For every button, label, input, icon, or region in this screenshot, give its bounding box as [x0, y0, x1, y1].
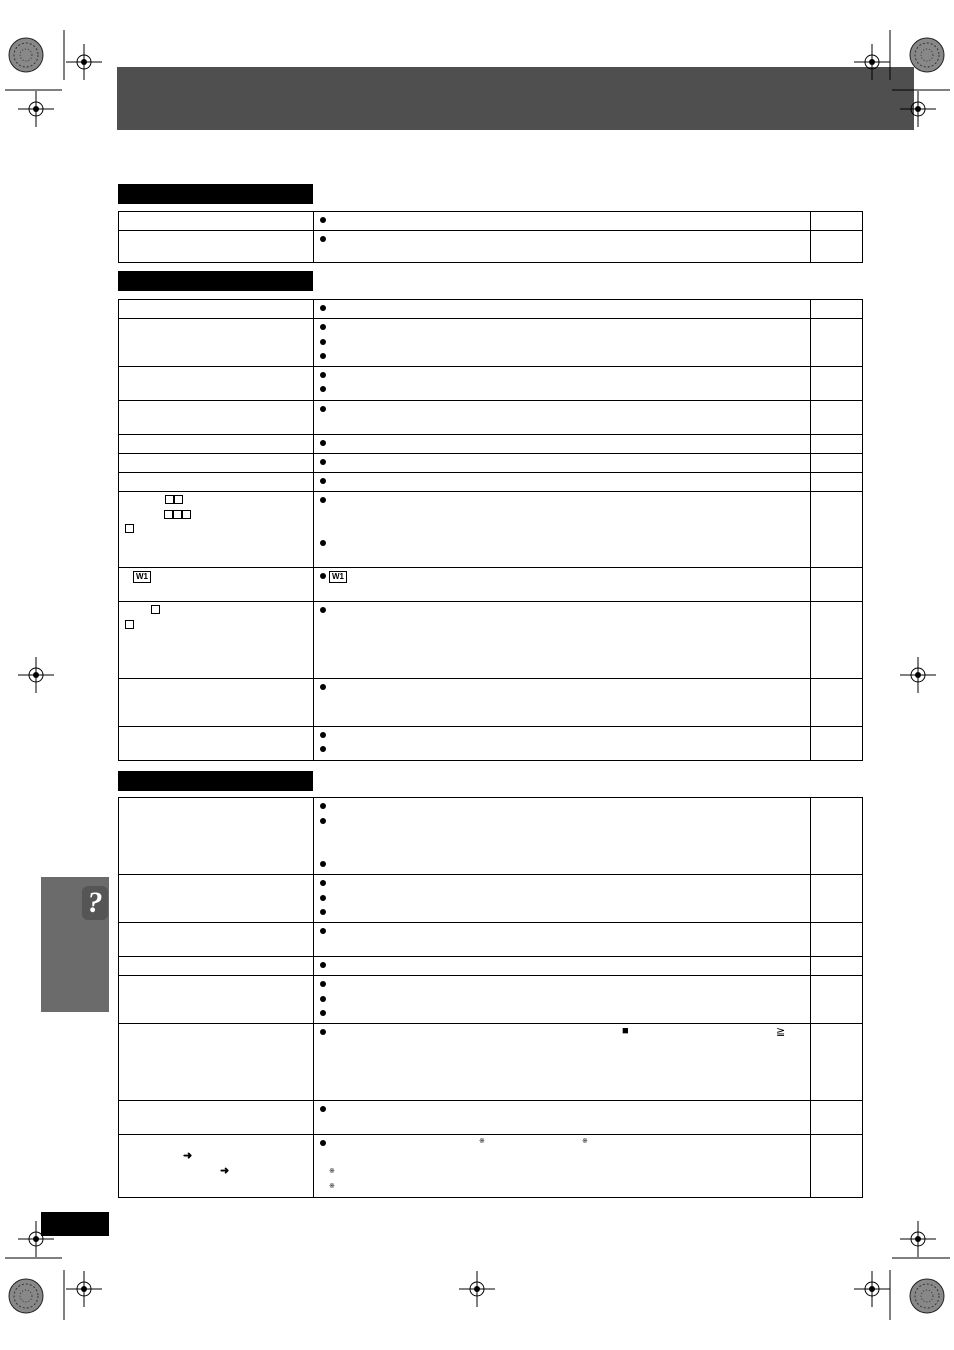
- registration-crosshair-icon: [66, 44, 102, 80]
- registration-crosshair-icon: [18, 1221, 54, 1257]
- reference-mark-icon: ※: [582, 1138, 588, 1145]
- registration-crosshair-icon: [854, 44, 890, 80]
- stop-square-icon: ■: [622, 1025, 629, 1037]
- right-arrow-icon: ➜: [183, 1150, 193, 1162]
- question-mark-icon: ?: [82, 886, 108, 920]
- geq-icon: ≧: [776, 1026, 786, 1038]
- starburst-target-icon: [9, 1279, 43, 1313]
- starburst-target-icon: [910, 1279, 944, 1313]
- registration-crosshair-icon: [900, 1221, 936, 1257]
- registration-crosshair-icon: [854, 1271, 890, 1307]
- w1-label: W1: [133, 571, 151, 583]
- starburst-target-icon: [910, 38, 944, 72]
- starburst-target-icon: [9, 38, 43, 72]
- reference-mark-icon: ※: [329, 1183, 335, 1190]
- w1-label: W1: [329, 571, 347, 583]
- registration-crosshair-icon: [900, 91, 936, 127]
- registration-crosshair-icon: [900, 657, 936, 693]
- right-arrow-icon: ➜: [220, 1165, 230, 1177]
- registration-crosshair-icon: [459, 1271, 495, 1307]
- registration-crosshair-icon: [18, 91, 54, 127]
- reference-mark-icon: ※: [329, 1168, 335, 1175]
- registration-crosshair-icon: [66, 1271, 102, 1307]
- reference-mark-icon: ※: [479, 1138, 485, 1145]
- registration-crosshair-icon: [18, 657, 54, 693]
